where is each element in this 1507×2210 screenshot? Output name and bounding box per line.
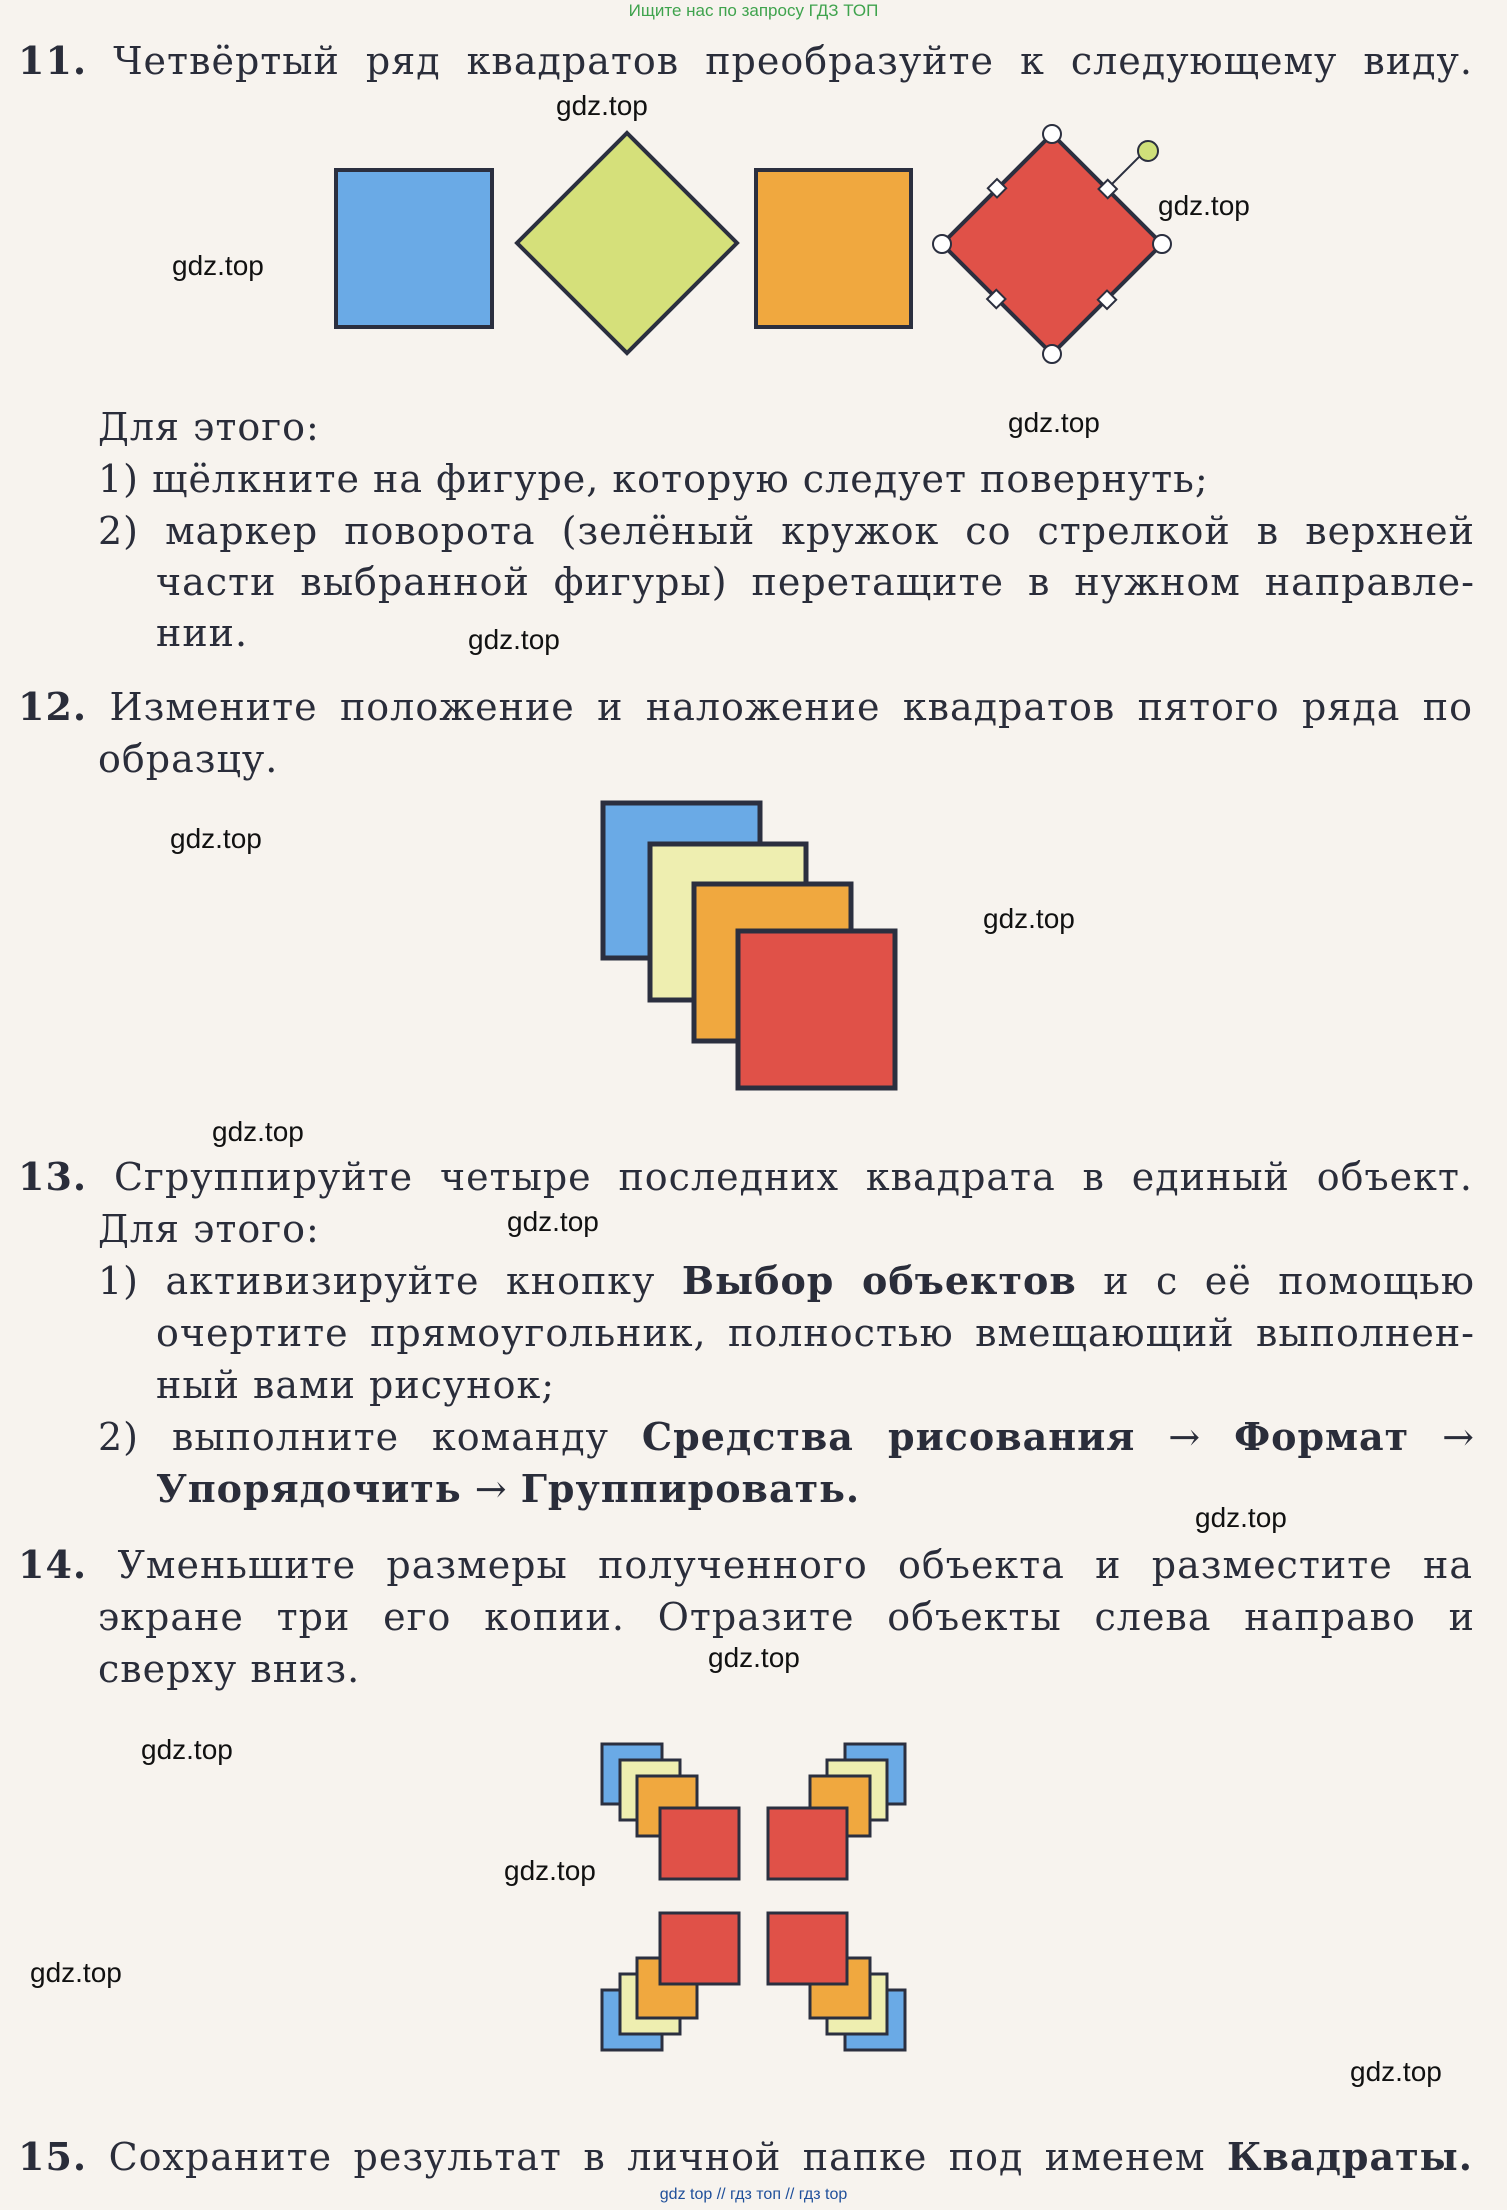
watermark: gdz.top [170,823,262,854]
watermark: gdz.top [212,1116,304,1147]
group-bottom-left [602,1913,739,2050]
group-top-right [768,1744,905,1879]
watermark: gdz.top [708,1642,800,1673]
watermark: gdz.top [1195,1502,1287,1533]
format-command: Формат [1234,1414,1410,1459]
search-hint-link[interactable]: Ищите нас по запросу ГДЗ ТОП [628,1,879,20]
drawing-tools-command: Средства рисования [641,1414,1136,1459]
task-13-heading: 13. Сгруппируйте четыре последних квадрата в единый объект. [18,1154,1473,1199]
watermark: gdz.top [504,1855,596,1886]
task-13-for-this: Для этого: [98,1207,320,1251]
watermark: gdz.top [1008,407,1100,438]
task-15-line: 15. Сохраните результат в личной папке под именем Квадраты. [18,2134,1473,2179]
group-red-square [768,1808,847,1879]
task-11-step-2-line-2: части выбранной фигуры) перетащите в нужном направле- [156,560,1475,604]
task-13-step-2-line-2: Упорядочить → Группировать. [156,1466,861,1511]
footer-links[interactable]: gdz top // гдз топ // гдз top [659,2186,848,2203]
task-14-line-2: экране три его копии. Отразите объекты слева направо и [98,1595,1475,1639]
watermark: gdz.top [556,90,648,121]
task-13-step-1-line-1: 1) активизируйте кнопку Выбор объектов и с её помощью [98,1258,1475,1303]
task-12-line-1: 12. Измените положение и наложение квадратов пятого ряда по [18,684,1473,729]
task-11-step-1: 1) щёлкните на фигуре, которую следует повернуть; [98,457,1209,501]
watermark: gdz.top [141,1734,233,1765]
task-11-step-2-line-3: нии. [156,611,249,655]
watermark: gdz.top [1158,190,1250,221]
task-14-line-3: сверху вниз. [98,1647,361,1691]
group-command: Группировать [520,1466,846,1511]
group-bottom-right [768,1913,905,2050]
select-objects-command: Выбор объектов [681,1258,1077,1303]
arrange-command: Упорядочить [156,1466,462,1511]
task-13-step-1-line-2: очертите прямоугольник, полностью вмещающий выполнен- [156,1311,1475,1355]
task-11-heading: 11. Четвёртый ряд квадратов преобразуйте к следующему виду. [18,38,1473,83]
task-11-for-this: Для этого: [98,405,320,449]
task-13-step-1-line-3: ный вами рисунок; [156,1363,556,1407]
task-14-line-1: 14. Уменьшите размеры полученного объекта и разместите на [18,1542,1473,1587]
file-name-squares: Квадраты [1226,2134,1459,2179]
watermark: gdz.top [468,624,560,655]
watermark: gdz.top [30,1957,122,1988]
group-red-square [660,1913,739,1984]
task-13-step-2-line-1: 2) выполните команду Средства рисования → Формат → [98,1414,1475,1459]
group-red-square [768,1913,847,1984]
group-red-square [660,1808,739,1879]
watermark: gdz.top [507,1206,599,1237]
group-top-left [602,1744,739,1879]
watermark: gdz.top [1350,2056,1442,2087]
task-11-step-2-line-1: 2) маркер поворота (зелёный кружок со стрелкой в верхней [98,509,1475,553]
task-12-line-2: образцу. [98,737,279,781]
watermark: gdz.top [172,250,264,281]
watermark: gdz.top [983,903,1075,934]
